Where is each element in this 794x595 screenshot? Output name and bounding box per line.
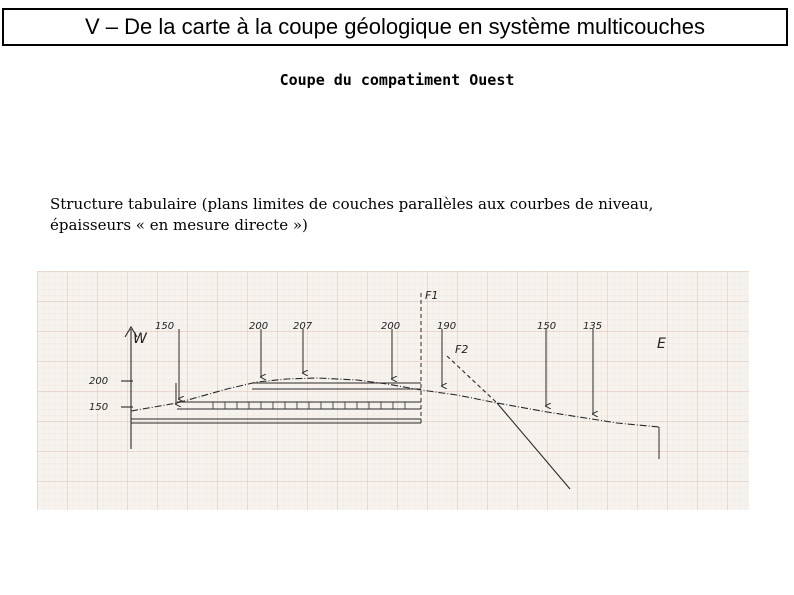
cross-section-sketch [37, 271, 749, 510]
spot-height-label: 200 [381, 321, 401, 332]
spot-height-label: 150 [537, 321, 557, 332]
page-title-text: V – De la carte à la coupe géologique en système multicouches [84, 14, 706, 39]
spot-height-label: 207 [293, 321, 313, 332]
spot-height-label: 135 [583, 321, 603, 332]
spot-height-label: 150 [155, 321, 175, 332]
axis-label-150: 150 [89, 402, 109, 413]
description-line-2: épaisseurs « en mesure directe ») [50, 216, 308, 234]
fault1-label: F1 [425, 289, 439, 302]
section-subtitle: Coupe du compatiment Ouest [279, 71, 515, 89]
fault2-label: F2 [455, 343, 469, 356]
description-line-1: Structure tabulaire (plans limites de couches parallèles aux courbes de niveau, [50, 195, 654, 213]
description [50, 194, 780, 236]
west-label: W [133, 331, 147, 347]
east-label: E [657, 336, 666, 352]
page-title [2, 8, 788, 46]
spot-height-label: 200 [249, 321, 269, 332]
spot-height-label: 190 [437, 321, 457, 332]
axis-label-200: 200 [89, 376, 109, 387]
